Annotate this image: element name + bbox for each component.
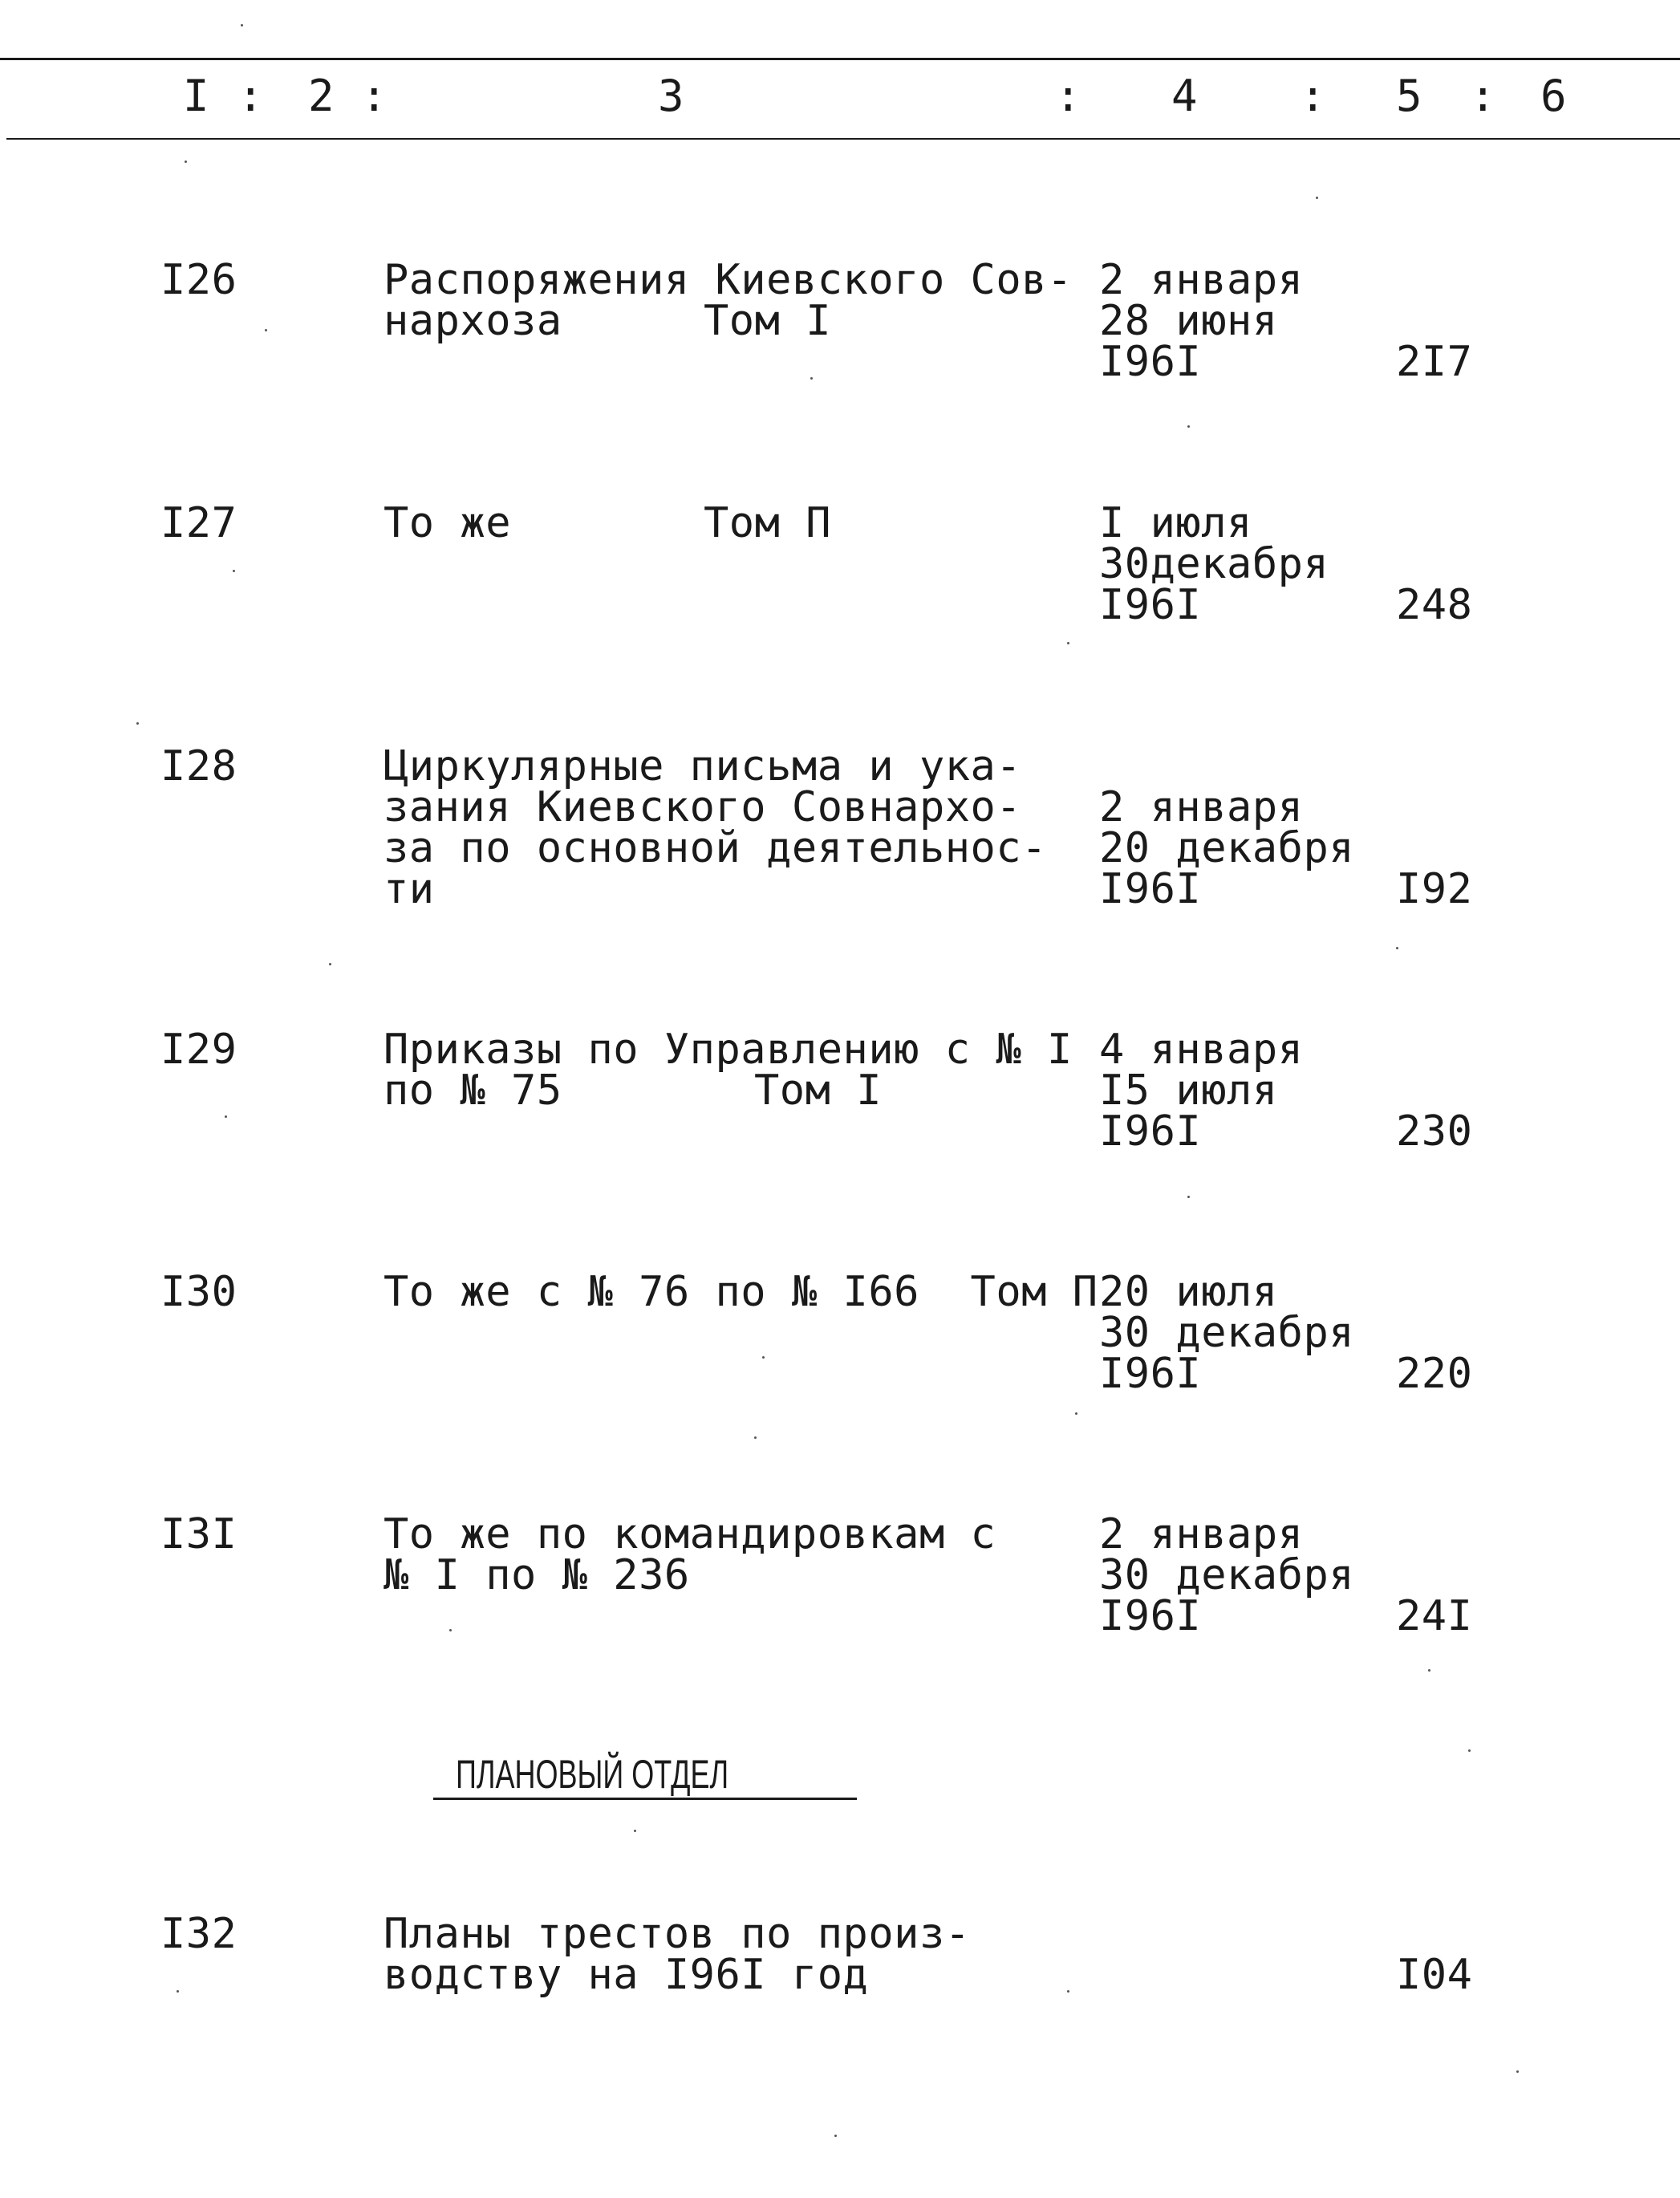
col-separator: : xyxy=(1300,71,1326,121)
header-top-rule xyxy=(0,58,1680,60)
row-title-line: То же xyxy=(383,499,512,547)
row-number: I26 xyxy=(160,256,237,304)
col-header-3: 3 xyxy=(658,71,684,121)
row-sheet-count: I92 xyxy=(1396,865,1473,913)
section-title-underline xyxy=(433,1798,857,1800)
row-date-line: I96I xyxy=(1099,338,1202,386)
row-title-line: нархоза xyxy=(383,297,562,345)
col-separator: : xyxy=(1470,71,1496,121)
col-header-4: 4 xyxy=(1171,71,1198,121)
col-header-1: I xyxy=(183,71,209,121)
row-date-line: 2 января xyxy=(1099,1510,1304,1558)
row-sheet-count: 230 xyxy=(1396,1107,1473,1156)
row-title-line: водству на I96I год xyxy=(383,1951,869,1999)
row-title-line: Планы трестов по произ- xyxy=(383,1910,971,1958)
section-title: ПЛАНОВЫЙ ОТДЕЛ xyxy=(456,1752,729,1797)
row-volume: Том П xyxy=(704,499,832,547)
col-separator: : xyxy=(1055,71,1081,121)
row-date-line: I5 июля xyxy=(1099,1066,1278,1115)
row-sheet-count: 2I7 xyxy=(1396,338,1473,386)
row-title-line: ти xyxy=(383,865,435,913)
col-header-2: 2 xyxy=(308,71,335,121)
col-header-6: 6 xyxy=(1540,71,1567,121)
row-date-line: I96I xyxy=(1099,865,1202,913)
row-date-line: 2 января xyxy=(1099,783,1304,831)
row-number: I30 xyxy=(160,1268,237,1316)
row-number: I3I xyxy=(160,1510,237,1558)
row-date-line: 28 июня xyxy=(1099,297,1278,345)
row-number: I29 xyxy=(160,1026,237,1074)
row-title-line: Циркулярные письма и ука- xyxy=(383,742,1022,790)
row-title-line: зания Киевского Совнархо- xyxy=(383,783,1022,831)
col-separator: : xyxy=(237,71,264,121)
row-date-line: 30 декабря xyxy=(1099,1551,1355,1599)
row-date-line: 20 июля xyxy=(1099,1268,1278,1316)
header-bottom-rule xyxy=(6,138,1680,140)
row-date-line: I96I xyxy=(1099,1592,1202,1640)
row-volume: Том I xyxy=(704,297,832,345)
row-number: I28 xyxy=(160,742,237,790)
row-title-line: То же с № 76 по № I66 Том П xyxy=(383,1268,1098,1316)
row-date-line: 4 января xyxy=(1099,1026,1304,1074)
row-sheet-count: 24I xyxy=(1396,1592,1473,1640)
row-title-line: То же по командировкам с xyxy=(383,1510,996,1558)
row-volume: Том I xyxy=(754,1066,883,1115)
row-date-line: 30декабря xyxy=(1099,540,1329,588)
row-title-line: Распоряжения Киевского Сов- xyxy=(383,256,1073,304)
row-date-line: 30 декабря xyxy=(1099,1309,1355,1357)
row-sheet-count: 248 xyxy=(1396,581,1473,629)
row-title-line: по № 75 xyxy=(383,1066,562,1115)
row-number: I32 xyxy=(160,1910,237,1958)
row-date-line: I июля xyxy=(1099,499,1252,547)
row-title-line: № I по № 236 xyxy=(383,1551,690,1599)
row-date-line: I96I xyxy=(1099,581,1202,629)
row-sheet-count: I04 xyxy=(1396,1951,1473,1999)
col-header-5: 5 xyxy=(1396,71,1422,121)
row-sheet-count: 220 xyxy=(1396,1350,1473,1398)
row-date-line: 2 января xyxy=(1099,256,1304,304)
row-date-line: 20 декабря xyxy=(1099,824,1355,872)
row-number: I27 xyxy=(160,499,237,547)
row-date-line: I96I xyxy=(1099,1107,1202,1156)
row-title-line: за по основной деятельнос- xyxy=(383,824,1047,872)
col-separator: : xyxy=(361,71,388,121)
row-date-line: I96I xyxy=(1099,1350,1202,1398)
row-title-line: Приказы по Управлению с № I xyxy=(383,1026,1073,1074)
